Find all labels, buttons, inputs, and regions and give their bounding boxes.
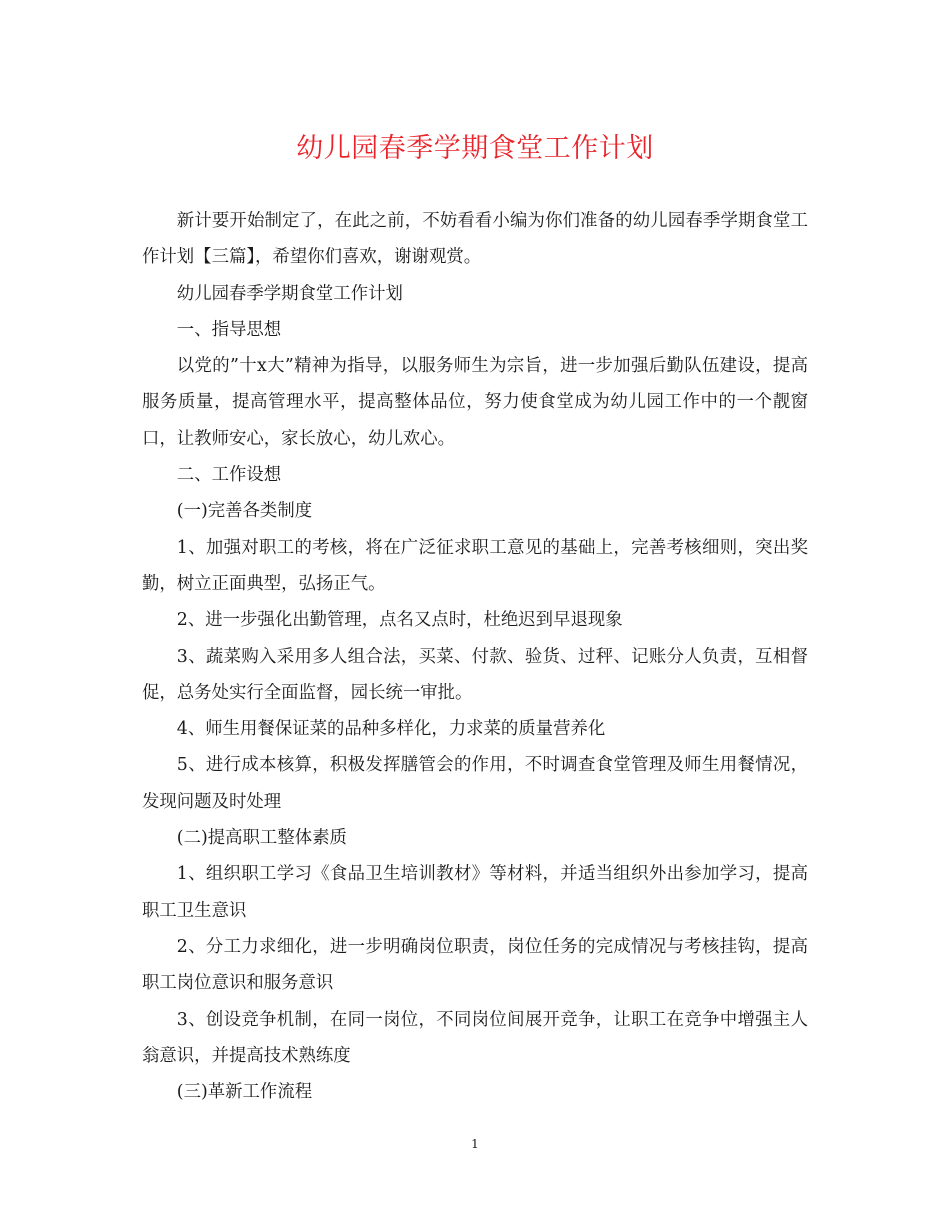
list-item-systems-2: 2、进一步强化出勤管理，点名又点时，杜绝迟到早退现象 [176, 610, 623, 631]
page-title: 幼儿园春季学期食堂工作计划 [296, 133, 654, 164]
list-item-systems-4: 4、师生用餐保证菜的品种多样化，力求菜的质量营养化 [176, 719, 606, 740]
list-item-staff-1: 1、组织职工学习《食品卫生培训教材》等材料，并适当组织外出参加学习，提高职工卫生意识 [142, 864, 808, 921]
list-item-systems-1: 1、加强对职工的考核，将在广泛征求职工意见的基础上，完善考核细则，突出奖勤，树立正面典型，弘扬正气。 [142, 537, 808, 594]
paragraph-intro: 新计要开始制定了，在此之前，不妨看看小编为你们准备的幼儿园春季学期食堂工作计划【三篇】，希望你们喜欢，谢谢观赏。 [142, 211, 808, 268]
list-item-systems-3: 3、蔬菜购入采用多人组合法，买菜、付款、验货、过秤、记账分人负责，互相督促，总务处实行全面监督，园长统一审批。 [142, 646, 808, 703]
paragraph-guiding-thought: 以党的”十x大”精神为指导，以服务师生为宗旨，进一步加强后勤队伍建设，提高服务质量，提高管理水平，提高整体品位，努力使食堂成为幼儿园工作中的一个靓窗口，让教师安心，家长放心，幼儿欢心。 [142, 356, 808, 449]
section-heading-guiding-thought: 一、指导思想 [176, 319, 282, 340]
list-item-systems-5: 5、进行成本核算，积极发挥膳管会的作用，不时调查食堂管理及师生用餐情况，发现问题及时处理 [142, 755, 808, 812]
document-body [142, 203, 808, 1110]
subsection-heading-systems: (一)完善各类制度 [176, 501, 313, 522]
page-number: 1 [471, 1137, 479, 1151]
paragraph-subtitle: 幼儿园春季学期食堂工作计划 [176, 283, 403, 304]
section-heading-work-ideas: 二、工作设想 [176, 465, 282, 486]
list-item-staff-2: 2、分工力求细化，进一步明确岗位职责，岗位任务的完成情况与考核挂钩，提高职工岗位意识和服务意识 [142, 936, 808, 994]
subsection-heading-staff-quality: (二)提高职工整体素质 [176, 828, 347, 849]
subsection-heading-workflow: (三)革新工作流程 [176, 1082, 313, 1103]
list-item-staff-3: 3、创设竞争机制，在同一岗位，不同岗位间展开竞争，让职工在竞争中增强主人翁意识，并提高技术熟练度 [142, 1009, 808, 1066]
